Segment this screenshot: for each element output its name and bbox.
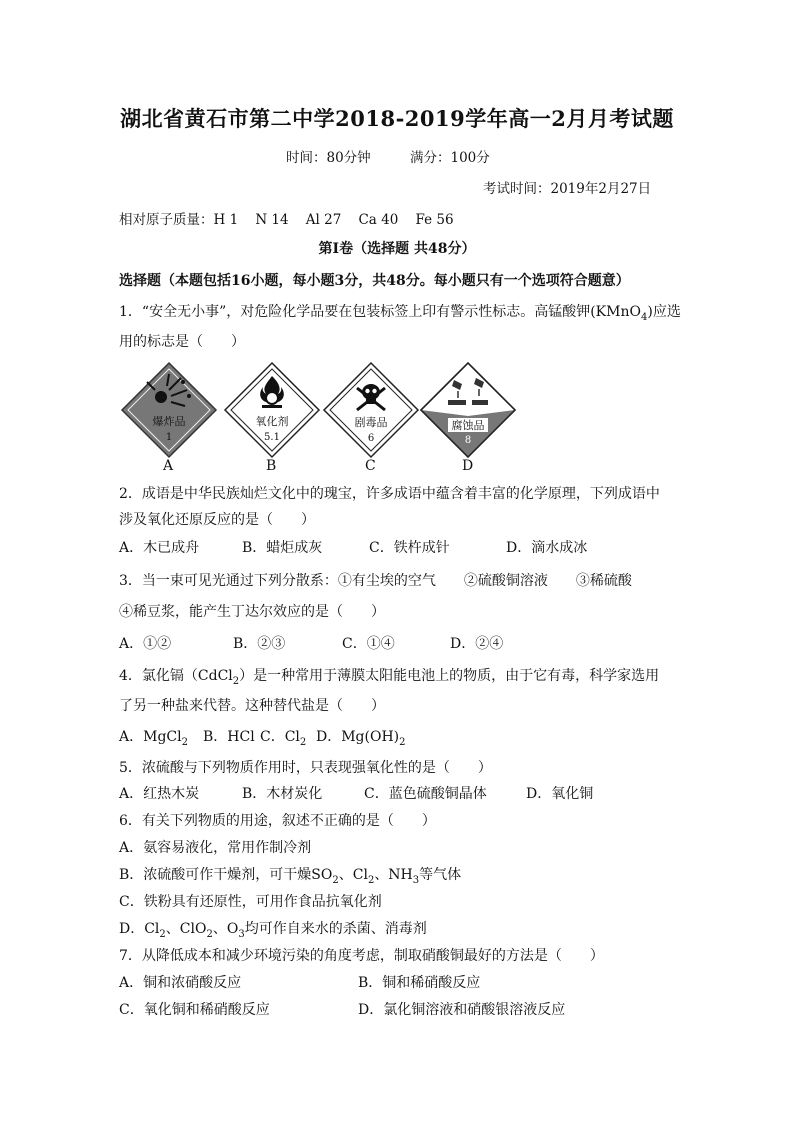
q4-option-a[interactable]: A．MgCl$_2$	[119, 729, 188, 748]
q2-option-c[interactable]: C．铁杵成针	[369, 540, 450, 556]
q3-option-c[interactable]: C．①④	[342, 636, 395, 652]
q2-option-d[interactable]: D．滴水成冰	[506, 540, 588, 556]
q3-option-d[interactable]: D．②④	[450, 636, 504, 652]
question-2-text: 2．成语是中华民族灿烂文化中的瑰宝，许多成语中蕴含着丰富的化学原理，下列成语中	[119, 486, 660, 502]
question-3-text-cont: ④稀豆浆，能产生丁达尔效应的是（ ）	[119, 604, 385, 620]
q6-option-d[interactable]: D．$Cl_2$、ClO$_2$、$O_3$均可作自来水的杀菌、消毒剂	[119, 921, 427, 940]
sign-c-class: 6	[367, 433, 375, 444]
question-4-text: 4．氯化镉（CdCl$_2$）是一种常用于薄膜太阳能电池上的物质，由于它有毒，科学家选用	[119, 668, 660, 687]
exam-duration: 时间：80分钟	[286, 150, 371, 166]
page-title: 湖北省黄石市第二中学2018-2019学年高一2月月考试题	[120, 106, 674, 131]
question-6-text: 6．有关下列物质的用途，叙述不正确的是（ ）	[119, 813, 436, 829]
q6-option-a[interactable]: A．氨容易液化，常用作制冷剂	[119, 840, 312, 856]
q4-option-c[interactable]: C．$Cl_2$	[260, 729, 307, 748]
question-1-text-cont: 用的标志是（ ）	[119, 334, 245, 350]
question-7-text: 7．从降低成本和减少环境污染的角度考虑，制取硝酸铜最好的方法是（ ）	[119, 948, 604, 964]
sign-explosive[interactable]	[119, 360, 219, 460]
q5-option-c[interactable]: C．蓝色硫酸铜晶体	[364, 786, 487, 802]
sign-a-label: 爆炸品	[152, 415, 186, 428]
sign-toxic[interactable]	[321, 360, 421, 460]
question-2-text-cont: 涉及氧化还原反应的是（ ）	[119, 512, 315, 528]
q5-option-d[interactable]: D．氧化铜	[526, 786, 594, 802]
question-3-text: 3．当一束可见光通过下列分散系：①有尘埃的空气 ②硫酸铜溶液 ③稀硫酸	[119, 573, 632, 589]
exam-date: 考试时间：2019年2月27日	[483, 181, 652, 197]
q6-option-c[interactable]: C．铁粉具有还原性，可用作食品抗氧化剂	[119, 894, 382, 910]
option-a-letter: A	[163, 458, 174, 474]
sign-d-label: 腐蚀品	[451, 419, 485, 432]
q7-option-d[interactable]: D．氯化铜溶液和硝酸银溶液反应	[358, 1002, 566, 1018]
sign-corrosive[interactable]	[418, 360, 518, 460]
atomic-mass-table: 相对原子质量：H 1 N 14 Al 27 Ca 40 Fe 56	[119, 212, 454, 228]
q7-option-c[interactable]: C．氧化铜和稀硝酸反应	[119, 1002, 270, 1018]
q7-option-a[interactable]: A．铜和浓硝酸反应	[119, 975, 242, 991]
sign-a-class: 1	[165, 432, 173, 443]
q5-option-a[interactable]: A．红热木炭	[119, 786, 200, 802]
q3-option-a[interactable]: A．①②	[119, 636, 172, 652]
q3-option-b[interactable]: B．②③	[233, 636, 286, 652]
sign-oxidizer[interactable]	[222, 360, 322, 460]
q2-option-b[interactable]: B．蜡炬成灰	[242, 540, 323, 556]
q5-option-b[interactable]: B．木材炭化	[242, 786, 323, 802]
option-d-letter: D	[462, 458, 474, 474]
option-c-letter: C	[365, 458, 376, 474]
sign-b-class: 5.1	[264, 432, 280, 443]
q7-option-b[interactable]: B．铜和稀硝酸反应	[358, 975, 481, 991]
question-1-text: 1．“安全无小事”，对危险化学品要在包装标签上印有警示性标志。高锰酸钾(KMnO$_4$)应选	[119, 304, 681, 323]
question-4-text-cont: 了另一种盐来代替。这种替代盐是（ ）	[119, 698, 385, 714]
q4-option-b[interactable]: B．HCl	[203, 729, 255, 745]
question-5-text: 5．浓硫酸与下列物质作用时，只表现强氧化性的是（ ）	[119, 760, 492, 776]
section-instruction: 选择题（本题包括16小题，每小题3分，共48分。每小题只有一个选项符合题意）	[119, 273, 630, 289]
sign-d-class: 8	[464, 435, 472, 446]
q4-option-d[interactable]: D．$Mg(OH)_2$	[316, 729, 406, 748]
sign-b-label: 氧化剂	[255, 415, 289, 428]
option-b-letter: B	[266, 458, 277, 474]
sign-c-label: 剧毒品	[354, 416, 388, 429]
q2-option-a[interactable]: A．木已成舟	[119, 540, 200, 556]
full-score: 满分：100分	[410, 150, 490, 166]
q6-option-b[interactable]: B．浓硫酸可作干燥剂，可干燥$SO_2$、$Cl_2$、$NH_3$等气体	[119, 867, 462, 886]
section-heading: 第Ⅰ卷（选择题 共48分）	[318, 241, 476, 257]
